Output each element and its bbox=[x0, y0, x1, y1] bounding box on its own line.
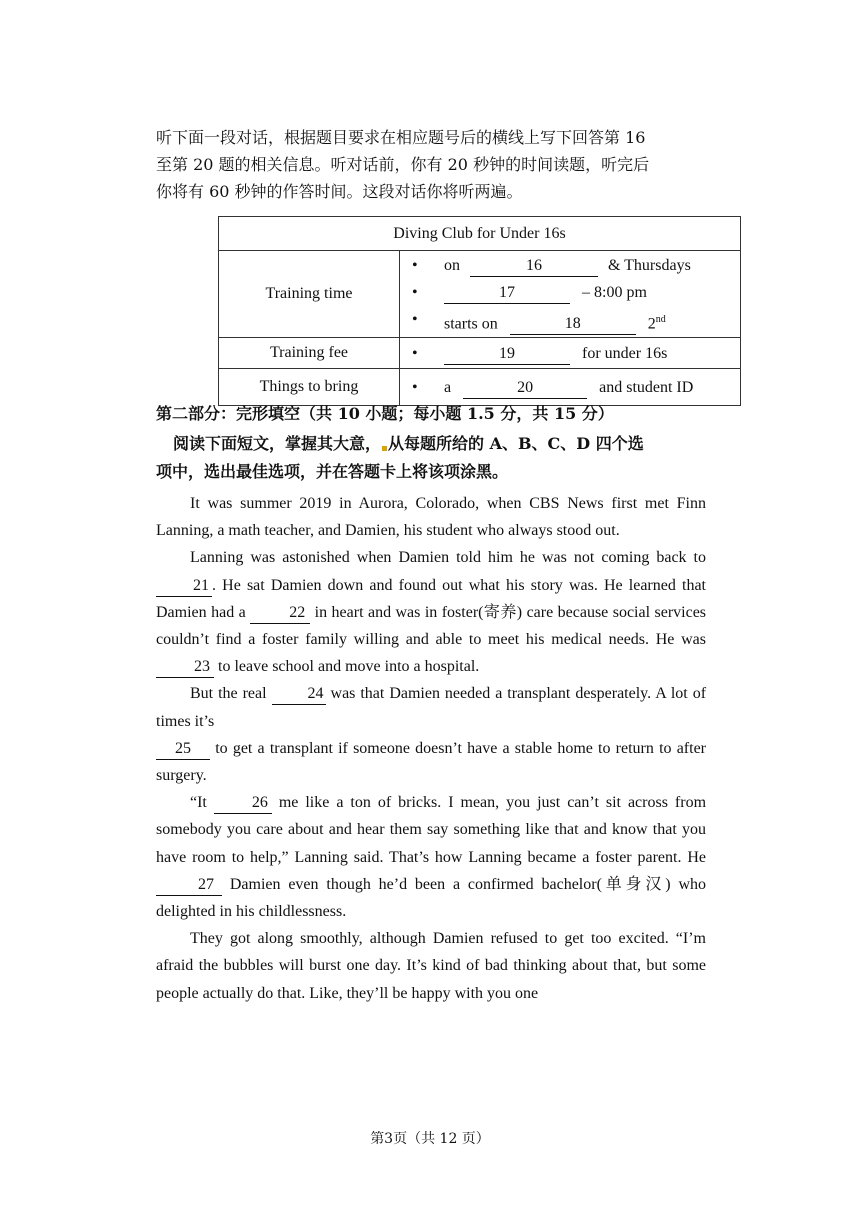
section-instructions bbox=[156, 430, 706, 458]
text: Damien even though he’d been a confirmed bachelor(单身汉) who delighted in his childlessness. bbox=[156, 875, 706, 921]
answer-blank-25[interactable]: 25 bbox=[156, 739, 210, 760]
bullet-icon: • bbox=[412, 311, 418, 328]
things-to-bring-label: Things to bring bbox=[219, 369, 400, 406]
text: on bbox=[444, 257, 460, 274]
list-item bbox=[400, 340, 740, 367]
section-heading: 第二部分：完形填空（共 10 小题；每小题 1.5 分，共 15 分） bbox=[156, 404, 614, 423]
answer-blank-18[interactable]: 18 bbox=[510, 314, 636, 335]
text: in heart and was in foster(寄养) care because social services couldn’t find a foster family willing and able to meet his medical needs. He was bbox=[156, 603, 707, 649]
text: 2 bbox=[647, 315, 656, 333]
text: 阅读下面短文，掌握其大意， bbox=[173, 434, 382, 453]
answer-blank-19[interactable]: 19 bbox=[444, 344, 570, 365]
highlight-mark-icon bbox=[382, 446, 387, 451]
table-title: Diving Club for Under 16s bbox=[219, 217, 741, 251]
paragraph bbox=[156, 680, 706, 734]
list-item bbox=[400, 306, 740, 333]
answer-blank-20[interactable]: 20 bbox=[463, 378, 587, 399]
diving-club-table bbox=[218, 216, 741, 406]
text: Lanning was astonished when Damien told him he was not coming back to bbox=[190, 549, 706, 567]
text: me like a ton of bricks. I mean, you just can’t sit across from somebody you care about and hear them say something like that and know that you have room to help,” Lanning said. That’s how Lanning became a foster parent. He bbox=[156, 794, 707, 866]
list-item bbox=[400, 279, 740, 306]
text: for under 16s bbox=[582, 344, 668, 362]
cloze-passage bbox=[156, 490, 706, 1007]
answer-blank-27[interactable]: 27 bbox=[156, 875, 222, 896]
paragraph: It was summer 2019 in Aurora, Colorado, when CBS News first met Finn Lanning, a math teacher, and Damien, his student who always stood out. bbox=[156, 495, 706, 540]
paragraph bbox=[156, 789, 706, 925]
answer-blank-16[interactable]: 16 bbox=[470, 256, 598, 277]
list-item bbox=[400, 374, 740, 401]
text: a bbox=[444, 378, 452, 396]
answer-blank-21[interactable]: 21 bbox=[156, 576, 212, 597]
training-fee-label: Training fee bbox=[219, 338, 400, 369]
answer-blank-26[interactable]: 26 bbox=[214, 793, 272, 814]
text: starts on bbox=[444, 315, 498, 333]
superscript: nd bbox=[655, 314, 666, 325]
text: & Thursdays bbox=[608, 257, 691, 274]
text: 从每题所给的 A、B、C、D 四个选 bbox=[388, 434, 644, 453]
paragraph bbox=[156, 735, 706, 789]
listening-instructions bbox=[156, 124, 706, 205]
answer-blank-17[interactable]: 17 bbox=[444, 283, 570, 304]
text: to get a transplant if someone doesn’t have a stable home to return to after surgery. bbox=[156, 739, 707, 785]
section-instructions-cont: 项中，选出最佳选项，并在答题卡上将该项涂黑。 bbox=[156, 462, 509, 481]
bullet-icon: • bbox=[412, 344, 418, 362]
instruction-line: 你将有 60 秒钟的作答时间。这段对话你将听两遍。 bbox=[156, 182, 523, 201]
page-footer: 第3页（共 12 页） bbox=[370, 1131, 490, 1147]
paragraph: They got along smoothly, although Damien refused to get too excited. “I’m afraid the bubbles will burst one day. It’s kind of bad thinking about that, but some people actually do that. Like, they’ll be happy with you one bbox=[156, 930, 706, 1002]
text: But the real bbox=[190, 685, 267, 703]
paragraph bbox=[156, 544, 706, 680]
bullet-icon: • bbox=[412, 257, 418, 274]
answer-blank-24[interactable]: 24 bbox=[272, 684, 326, 705]
bullet-icon: • bbox=[412, 378, 418, 396]
instruction-line: 至第 20 题的相关信息。听对话前，你有 20 秒钟的时间读题，听完后 bbox=[156, 155, 650, 174]
instruction-line: 听下面一段对话，根据题目要求在相应题号后的横线上写下回答第 16 bbox=[156, 128, 646, 147]
text: to leave school and move into a hospital. bbox=[218, 658, 480, 676]
training-time-label: Training time bbox=[219, 251, 400, 338]
text: was that Damien needed a transplant desperately. A lot of times it’s bbox=[156, 685, 707, 730]
answer-blank-22[interactable]: 22 bbox=[250, 603, 310, 624]
text: – 8:00 pm bbox=[582, 284, 647, 301]
training-time-cell bbox=[400, 251, 741, 338]
text: “It bbox=[190, 794, 207, 812]
training-fee-cell bbox=[400, 338, 741, 369]
answer-blank-23[interactable]: 23 bbox=[156, 657, 214, 678]
text: and student ID bbox=[599, 378, 694, 396]
text: . He sat Damien down and found out what his story was. He learned that Damien had a bbox=[156, 576, 706, 621]
list-item bbox=[400, 252, 740, 279]
bullet-icon: • bbox=[412, 284, 418, 301]
